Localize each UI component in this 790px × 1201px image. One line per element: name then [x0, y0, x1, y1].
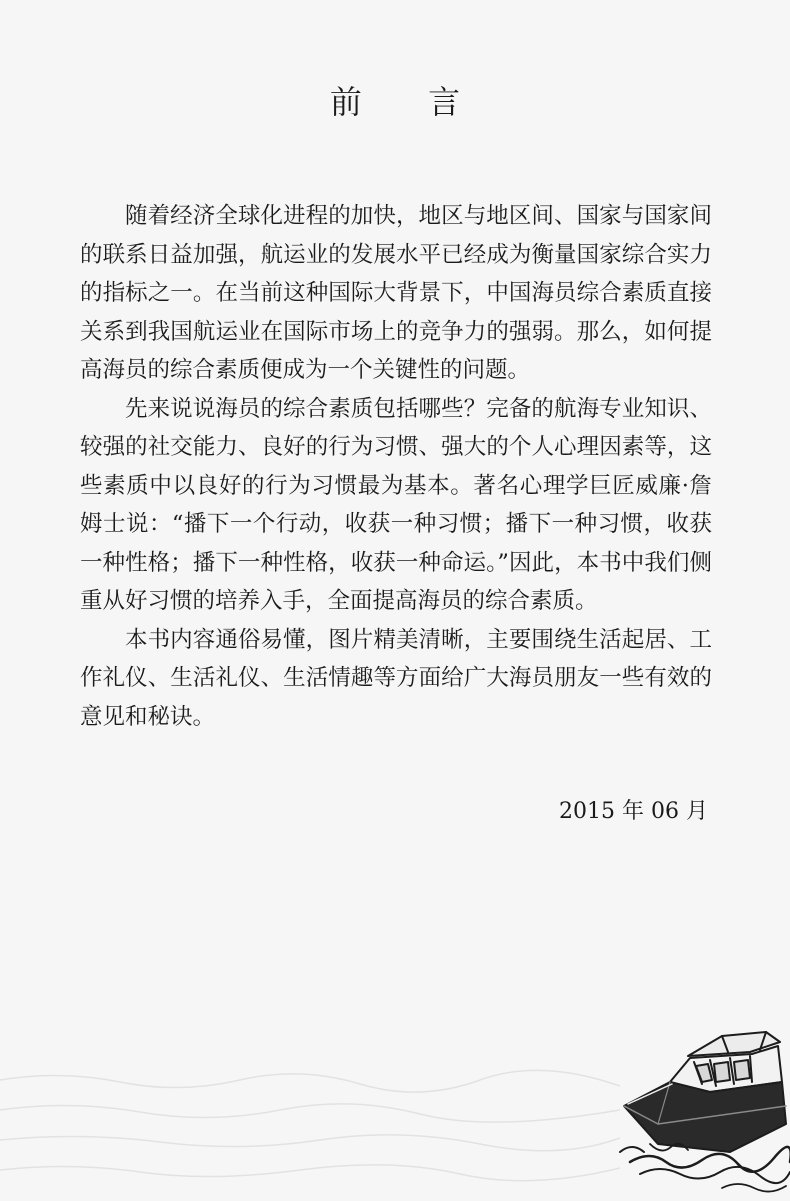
- background-wave-icon: [0, 1040, 620, 1200]
- paragraph-3: 本书内容通俗易懂，图片精美清晰，主要围绕生活起居、工作礼仪、生活礼仪、生活情趣等方面给广大海员朋友一些有效的意见和秘诀。: [80, 626, 712, 730]
- preface-body: [80, 197, 712, 736]
- paragraph-1: 随着经济全球化进程的加快，地区与地区间、国家与国家间的联系日益加强，航运业的发展水平已经成为衡量国家综合实力的指标之一。在当前这种国际大背景下，中国海员综合素质直接关系到我国航运业在国际市场上的竞争力的强弱。那么，如何提高海员的综合素质便成为一个关键性的问题。: [80, 203, 712, 383]
- date-line: 2015 年 06 月: [559, 799, 708, 824]
- paragraph-2: 先来说说海员的综合素质包括哪些？完备的航海专业知识、较强的社交能力、良好的行为习惯、强大的个人心理因素等，这些素质中以良好的行为习惯最为基本。著名心理学巨匠威廉·詹姆士说：“播下一个行动，收获一种习惯；播下一种习惯，收获一种性格；播下一种性格，收获一种命运。”因此，本书中我们侧重从好习惯的培养入手，全面提高海员的综合素质。: [80, 395, 712, 614]
- boat-illustration-icon: [610, 1012, 790, 1201]
- page-title: 前 言: [329, 83, 489, 121]
